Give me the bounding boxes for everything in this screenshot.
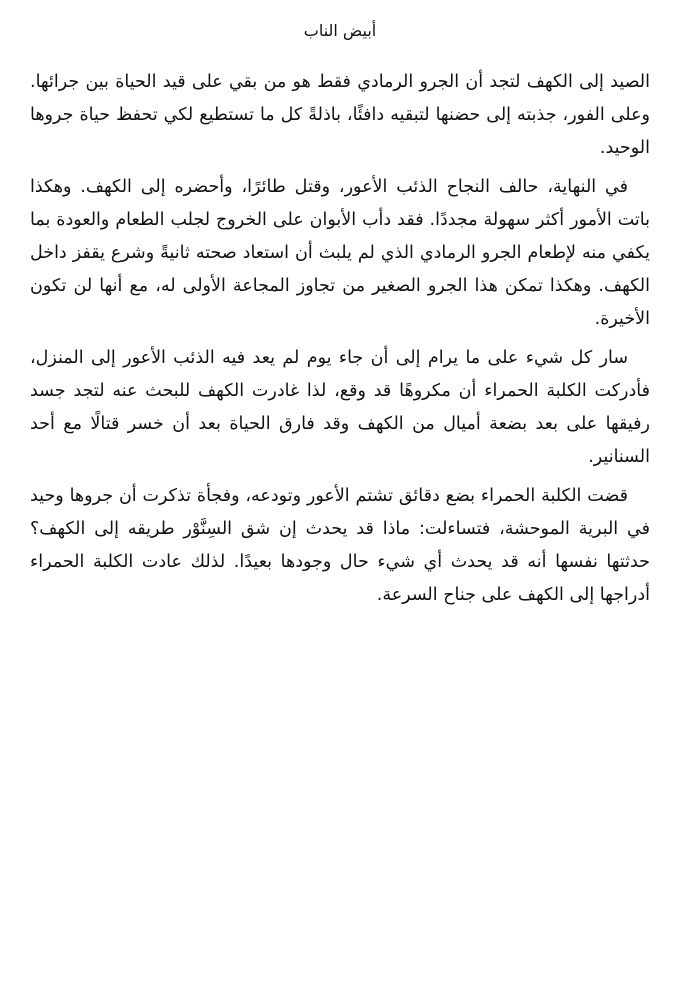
paragraph-3: سار كل شيء على ما يرام إلى أن جاء يوم لم يعد فيه الذئب الأعور إلى المنزل، فأدركت الكلبة الحمراء أن مكروهًا قد وقع، لذا غادرت الكهف للبحث عنه لتجد جسد رفيقها على بعد بضعة أميال من الكهف وقد فارق الحياة بعد أن خسر قتالًا مع أحد السنانير. [30,348,650,467]
body-text [30,66,650,618]
paragraph-2: في النهاية، حالف النجاح الذئب الأعور، وقتل طائرًا، وأحضره إلى الكهف. وهكذا باتت الأمور أكثر سهولة مجددًا. فقد دأب الأبوان على الخروج لجلب الطعام والعودة بما يكفي منه لإطعام الجرو الرمادي الذي لم يلبث أن استعاد صحته ثانيةً وشرع يقفز داخل الكهف. وهكذا تمكن هذا الجرو الصغير من تجاوز المجاعة الأولى له، مع أنها لن تكون الأخيرة. [30,177,650,329]
running-header: أبيض الناب [303,21,377,40]
paragraph-4: قضت الكلبة الحمراء بضع دقائق تشتم الأعور وتودعه، وفجأة تذكرت أن جروها وحيد في البرية الموحشة، فتساءلت: ماذا قد يحدث إن شق السِنَّوْر طريقه إلى الكهف؟ حدثتها نفسها أنه قد يحدث أي شيء حال وجودها بعيدًا. لذلك عادت الكلبة الحمراء أدراجها إلى الكهف على جناح السرعة. [30,486,650,605]
paragraph-1: الصيد إلى الكهف لتجد أن الجرو الرمادي فقط هو من بقي على قيد الحياة بين جرائها. وعلى الفور، جذبته إلى حضنها لتبقيه دافئًا، باذلةً كل ما تستطيع لكي تحفظ حياة جروها الوحيد. [30,72,650,158]
